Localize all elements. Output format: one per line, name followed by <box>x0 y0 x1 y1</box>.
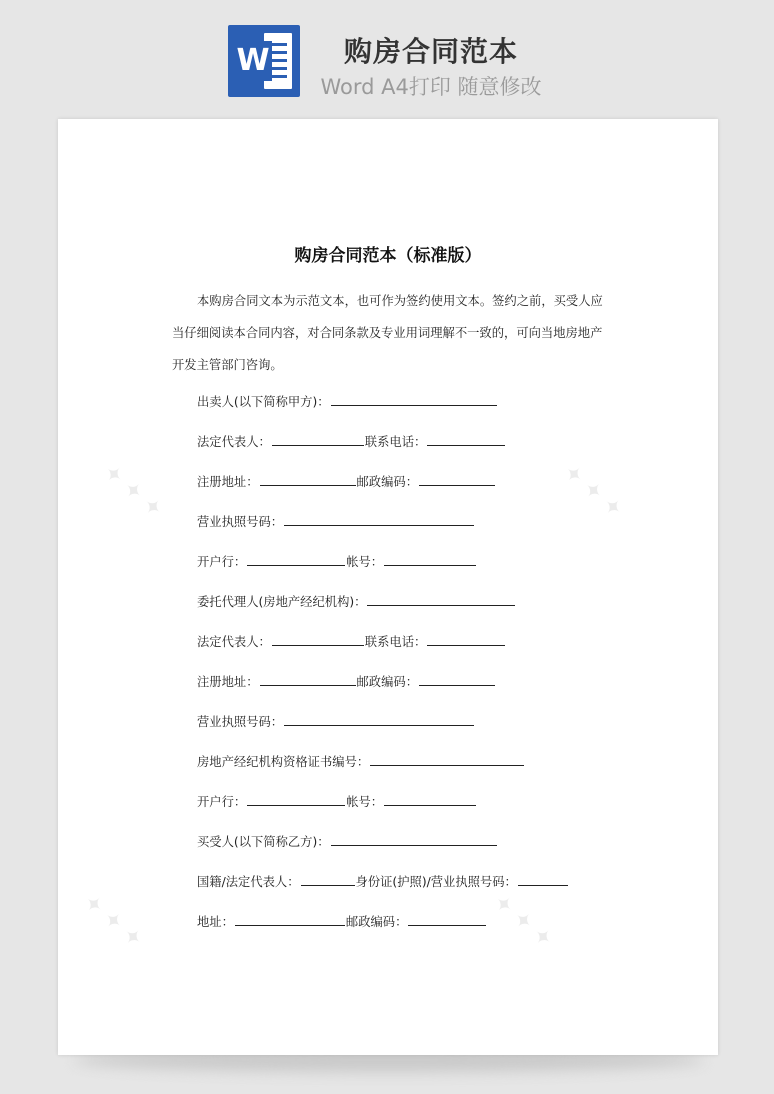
fill-blank[interactable] <box>384 793 476 806</box>
field-label: 帐号： <box>346 555 384 569</box>
fill-blank[interactable] <box>260 673 356 686</box>
field-reg-address-1 <box>197 473 496 490</box>
field-legal-rep-1 <box>197 433 506 450</box>
field-label: 帐号： <box>346 795 384 809</box>
field-reg-address-2 <box>197 673 496 690</box>
fill-blank[interactable] <box>427 433 505 446</box>
field-label: 地址： <box>197 915 234 929</box>
field-address <box>197 913 487 930</box>
fill-blank[interactable] <box>419 673 495 686</box>
watermark: ✦ ✦ ✦ <box>78 889 148 954</box>
field-label: 营业执照号码： <box>197 715 284 729</box>
fill-blank[interactable] <box>419 473 495 486</box>
field-cert-no <box>197 753 525 770</box>
field-label: 委托代理人(房地产经纪机构)： <box>197 595 367 609</box>
fill-blank[interactable] <box>384 553 476 566</box>
fill-blank[interactable] <box>284 513 474 526</box>
document-title: 购房合同范本（标准版） <box>294 246 482 266</box>
field-legal-rep-2 <box>197 633 506 650</box>
field-agent <box>197 593 516 610</box>
fill-blank[interactable] <box>331 393 497 406</box>
field-license-2 <box>197 713 475 730</box>
fill-blank[interactable] <box>367 593 515 606</box>
field-label: 邮政编码： <box>356 675 418 689</box>
field-label: 联系电话： <box>364 635 427 649</box>
intro-paragraph: 本购房合同文本为示范文本，也可作为签约使用文本。签约之前，买受人应当仔细阅读本合同内容，对合同条款及专业用词理解不一致的，可向当地房地产开发主管部门咨询。 <box>172 294 603 372</box>
fill-blank[interactable] <box>272 633 364 646</box>
field-label: 国籍/法定代表人： <box>197 875 300 889</box>
watermark: ✦ ✦ ✦ <box>558 459 628 524</box>
fill-blank[interactable] <box>301 873 355 886</box>
field-label: 邮政编码： <box>356 475 418 489</box>
fill-blank[interactable] <box>284 713 474 726</box>
watermark: ✦ ✦ ✦ <box>488 889 558 954</box>
fill-blank[interactable] <box>260 473 356 486</box>
header-subtitle: Word A4打印 随意修改 <box>320 75 542 99</box>
field-seller <box>197 393 498 410</box>
watermark: ✦ ✦ ✦ <box>98 459 168 524</box>
field-label: 身份证(护照)/营业执照号码： <box>355 875 517 889</box>
field-label: 买受人(以下简称乙方)： <box>197 835 330 849</box>
field-label: 注册地址： <box>197 475 259 489</box>
fill-blank[interactable] <box>331 833 497 846</box>
fill-blank[interactable] <box>272 433 364 446</box>
field-label: 房地产经纪机构资格证书编号： <box>197 755 370 769</box>
fill-blank[interactable] <box>427 633 505 646</box>
document-page <box>58 119 718 1055</box>
fill-blank[interactable] <box>247 793 345 806</box>
field-nationality <box>197 873 569 890</box>
header-title: 购房合同范本 <box>343 35 518 68</box>
field-label: 邮政编码： <box>345 915 408 929</box>
field-label: 注册地址： <box>197 675 259 689</box>
field-label: 开户行： <box>197 555 247 569</box>
fill-blank[interactable] <box>518 873 568 886</box>
field-label: 法定代表人： <box>197 435 271 449</box>
field-license-1 <box>197 513 475 530</box>
field-label: 开户行： <box>197 795 247 809</box>
fill-blank[interactable] <box>247 553 345 566</box>
field-label: 联系电话： <box>364 435 427 449</box>
fill-blank[interactable] <box>235 913 345 926</box>
field-label: 出卖人(以下简称甲方)： <box>197 395 330 409</box>
fill-blank[interactable] <box>370 753 524 766</box>
field-bank-2 <box>197 793 477 810</box>
field-label: 法定代表人： <box>197 635 271 649</box>
field-label: 营业执照号码： <box>197 515 284 529</box>
field-bank-1 <box>197 553 477 570</box>
word-logo-letter: W <box>234 41 272 81</box>
word-app-icon <box>228 25 300 97</box>
field-buyer <box>197 833 498 850</box>
fill-blank[interactable] <box>408 913 486 926</box>
